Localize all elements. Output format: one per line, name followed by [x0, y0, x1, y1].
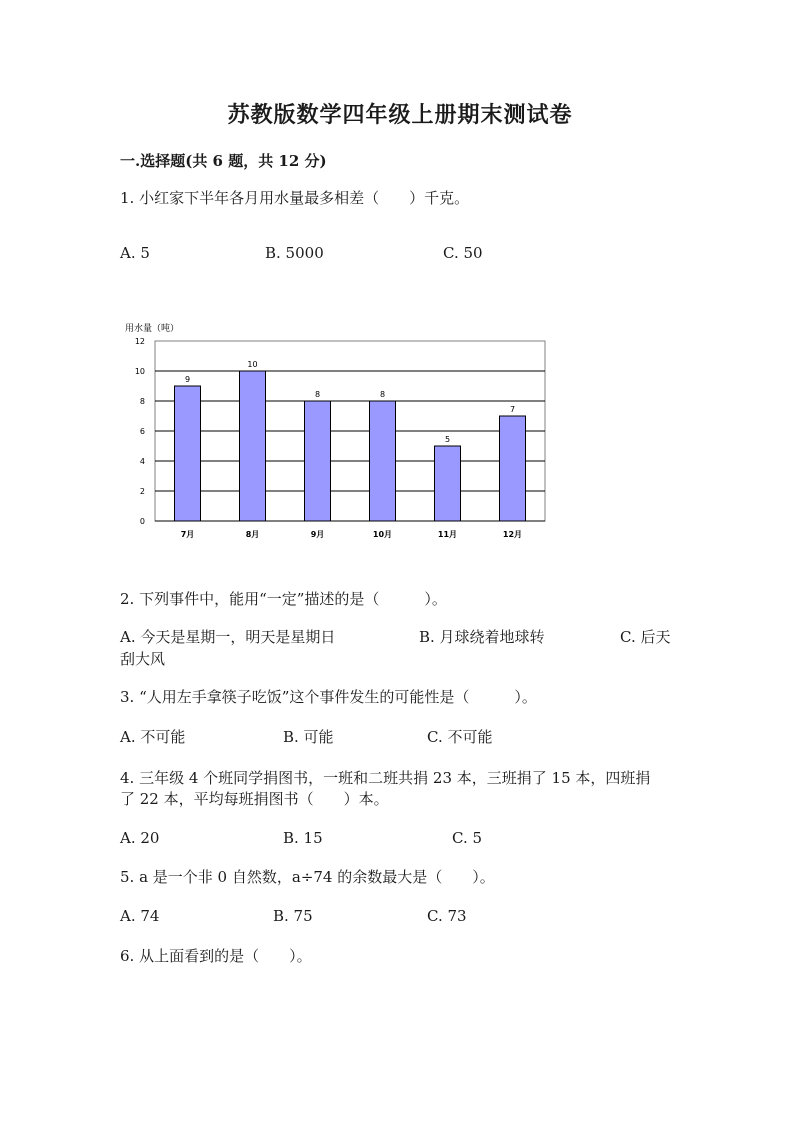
q4-option-a: A. 20: [120, 829, 160, 847]
q3-option-a: A. 不可能: [120, 728, 186, 746]
y-tick-label: 12: [134, 337, 145, 346]
q5-option-a: A. 74: [120, 907, 160, 925]
x-tick-label: 11月: [437, 530, 458, 539]
x-tick-label: 9月: [310, 530, 325, 539]
q2-option-c: C. 后天: [620, 628, 671, 646]
bar-value-label: 5: [444, 435, 451, 444]
x-tick-label: 8月: [245, 530, 260, 539]
y-tick-label: 6: [139, 427, 145, 436]
q4-option-b: B. 15: [283, 829, 323, 847]
bar-value-label: 10: [247, 360, 258, 369]
q2-option-a: A. 今天是星期一，明天是星期日: [120, 628, 336, 646]
question-5: 5. a 是一个非 0 自然数，a÷74 的余数最大是（ ）。: [120, 868, 495, 886]
question-2: 2. 下列事件中，能用“一定”描述的是（ ）。: [120, 590, 447, 608]
q5-option-c: C. 73: [427, 907, 467, 925]
x-tick-label: 7月: [180, 530, 195, 539]
question-6: 6. 从上面看到的是（ ）。: [120, 947, 312, 965]
bar-value-label: 8: [379, 390, 386, 399]
q5-option-b: B. 75: [273, 907, 313, 925]
bar-chart-svg: [120, 318, 560, 548]
y-tick-label: 2: [139, 487, 145, 496]
bar: [500, 416, 526, 521]
q1-option-b: B. 5000: [265, 244, 324, 262]
bar: [305, 401, 331, 521]
q1-option-a: A. 5: [120, 244, 150, 262]
question-1: 1. 小红家下半年各月用水量最多相差（ ）千克。: [120, 189, 470, 207]
x-tick-label: 10月: [372, 530, 393, 539]
bar: [240, 371, 266, 521]
q3-option-c: C. 不可能: [427, 728, 493, 746]
q1-option-c: C. 50: [443, 244, 483, 262]
q2-option-c-continued: 刮大风: [120, 650, 166, 668]
q2-option-b: B. 月球绕着地球转: [419, 628, 545, 646]
question-3: 3. “人用左手拿筷子吃饭”这个事件发生的可能性是（ ）。: [120, 688, 537, 706]
x-tick-label: 12月: [502, 530, 523, 539]
y-tick-label: 0: [139, 517, 145, 526]
y-tick-label: 4: [139, 457, 145, 466]
bar: [435, 446, 461, 521]
bar-value-label: 8: [314, 390, 321, 399]
document-title: 苏教版数学四年级上册期末测试卷: [227, 102, 573, 128]
section-heading: 一.选择题(共 6 题，共 12 分): [120, 152, 327, 170]
y-tick-label: 10: [134, 367, 145, 376]
question-4-line-1: 4. 三年级 4 个班同学捐图书，一班和二班共捐 23 本，三班捐了 15 本，四班捐: [120, 769, 651, 787]
q3-option-b: B. 可能: [283, 728, 334, 746]
q4-option-c: C. 5: [452, 829, 483, 847]
water-usage-chart: [120, 318, 560, 548]
bar: [175, 386, 201, 521]
chart-title: 用水量（吨）: [125, 324, 180, 334]
y-tick-label: 8: [139, 397, 145, 406]
bar-value-label: 9: [184, 375, 191, 384]
bar-value-label: 7: [509, 405, 516, 414]
bar: [370, 401, 396, 521]
question-4-line-2: 了 22 本，平均每班捐图书（ ）本。: [120, 790, 389, 808]
